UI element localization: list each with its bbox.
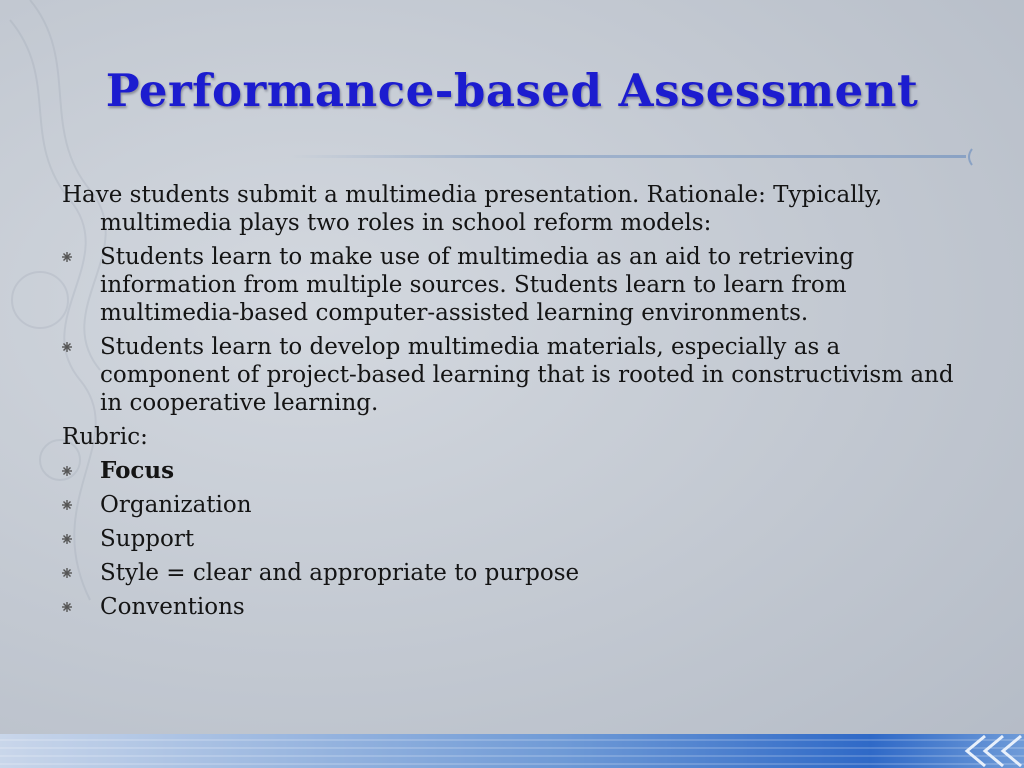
snowflake-bullet-icon [62, 466, 72, 476]
snowflake-bullet-icon [62, 500, 72, 510]
rubric-item [62, 491, 962, 519]
rubric-item-text: Organization [100, 492, 252, 518]
rubric-item [62, 593, 962, 621]
rationale-bullet-text: Students learn to make use of multimedia as an aid to retrieving information from multiple sources. Students learn to learn from multimedia-based computer-assisted learning environments. [100, 244, 855, 326]
rubric-label: Rubric: [62, 424, 148, 450]
footer-wave-bar [0, 734, 1024, 768]
title-underline [290, 148, 980, 166]
rubric-item-text: Support [100, 526, 195, 552]
slide-body [62, 181, 962, 627]
rationale-bullet-text: Students learn to develop multimedia materials, especially as a component of project-based learning that is rooted in constructivism and in cooperative learning. [100, 334, 954, 416]
rationale-bullet [62, 243, 962, 327]
snowflake-bullet-icon [62, 568, 72, 578]
rationale-bullet [62, 333, 962, 417]
rubric-item [62, 457, 962, 485]
snowflake-bullet-icon [62, 602, 72, 612]
slide-title: Performance-based Assessment [105, 64, 919, 117]
rubric-item-text: Focus [100, 457, 175, 484]
intro-paragraph: Have students submit a multimedia presentation. Rationale: Typically, multimedia plays two roles in school reform models: [62, 182, 883, 236]
rubric-item [62, 525, 962, 553]
snowflake-bullet-icon [62, 342, 72, 352]
rubric-item-text: Conventions [100, 594, 245, 620]
snowflake-bullet-icon [62, 252, 72, 262]
snowflake-bullet-icon [62, 534, 72, 544]
rubric-item [62, 559, 962, 587]
rubric-item-text: Style = clear and appropriate to purpose [100, 560, 580, 586]
